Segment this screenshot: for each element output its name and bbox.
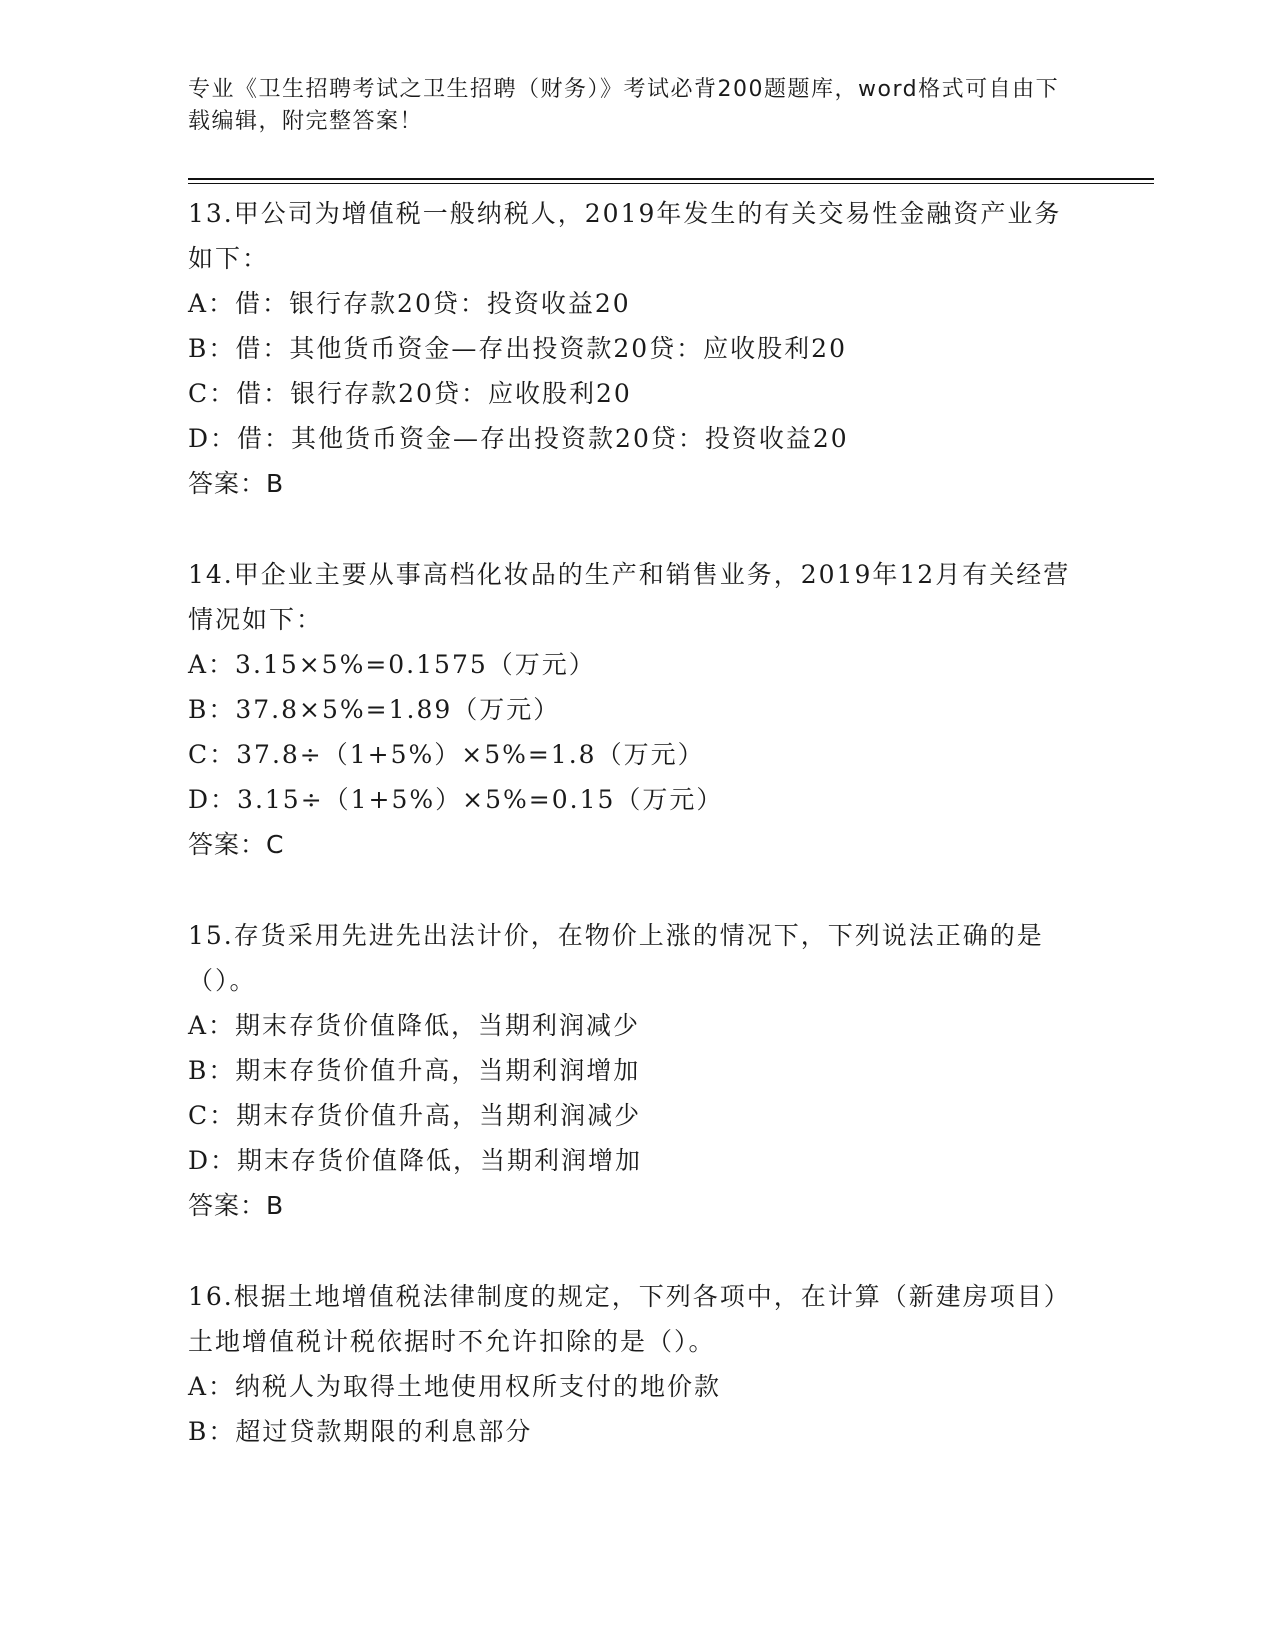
question-15 bbox=[188, 913, 1088, 1228]
option-a: A：纳税人为取得土地使用权所支付的地价款 bbox=[188, 1372, 722, 1401]
option-d: D：3.15÷（1+5%）×5%=0.15（万元） bbox=[188, 785, 724, 814]
question-16 bbox=[188, 1274, 1088, 1454]
question-stem: 14.甲企业主要从事高档化妆品的生产和销售业务，2019年12月有关经营情况如下： bbox=[188, 560, 1071, 634]
question-list bbox=[188, 191, 1088, 1454]
question-stem: 13.甲公司为增值税一般纳税人，2019年发生的有关交易性金融资产业务如下： bbox=[188, 199, 1062, 273]
header-rule-thick bbox=[188, 178, 1154, 180]
option-c: C：期末存货价值升高，当期利润减少 bbox=[188, 1101, 642, 1130]
question-stem: 16.根据土地增值税法律制度的规定，下列各项中，在计算（新建房项目）土地增值税计税依据时不允许扣除的是（）。 bbox=[188, 1282, 1071, 1356]
option-b: B：借：其他货币资金—存出投资款20贷：应收股利20 bbox=[188, 334, 847, 363]
option-c: C：借：银行存款20贷：应收股利20 bbox=[188, 379, 632, 408]
option-a: A：期末存货价值降低，当期利润减少 bbox=[188, 1011, 641, 1040]
header-rule-thin bbox=[188, 183, 1154, 184]
option-b: B：期末存货价值升高，当期利润增加 bbox=[188, 1056, 641, 1085]
option-a: A：借：银行存款20贷：投资收益20 bbox=[188, 289, 631, 318]
option-b: B：37.8×5%=1.89（万元） bbox=[188, 695, 561, 724]
question-gap bbox=[188, 1228, 1088, 1274]
option-d: D：借：其他货币资金—存出投资款20贷：投资收益20 bbox=[188, 424, 849, 453]
option-b: B：超过贷款期限的利息部分 bbox=[188, 1417, 533, 1446]
answer-line: 答案：B bbox=[188, 469, 285, 498]
question-gap bbox=[188, 506, 1088, 552]
option-d: D：期末存货价值降低，当期利润增加 bbox=[188, 1146, 643, 1175]
option-c: C：37.8÷（1+5%）×5%=1.8（万元） bbox=[188, 740, 705, 769]
answer-line: 答案：B bbox=[188, 1191, 285, 1220]
question-stem: 15.存货采用先进先出法计价，在物价上涨的情况下，下列说法正确的是（）。 bbox=[188, 921, 1044, 995]
question-14 bbox=[188, 552, 1088, 867]
document-header: 专业《卫生招聘考试之卫生招聘（财务）》考试必背200题题库，word格式可自由下载编辑，附完整答案！ bbox=[188, 77, 1060, 134]
question-13 bbox=[188, 191, 1088, 506]
option-a: A：3.15×5%=0.1575（万元） bbox=[188, 650, 596, 679]
answer-line: 答案：C bbox=[188, 830, 285, 859]
question-gap bbox=[188, 867, 1088, 913]
